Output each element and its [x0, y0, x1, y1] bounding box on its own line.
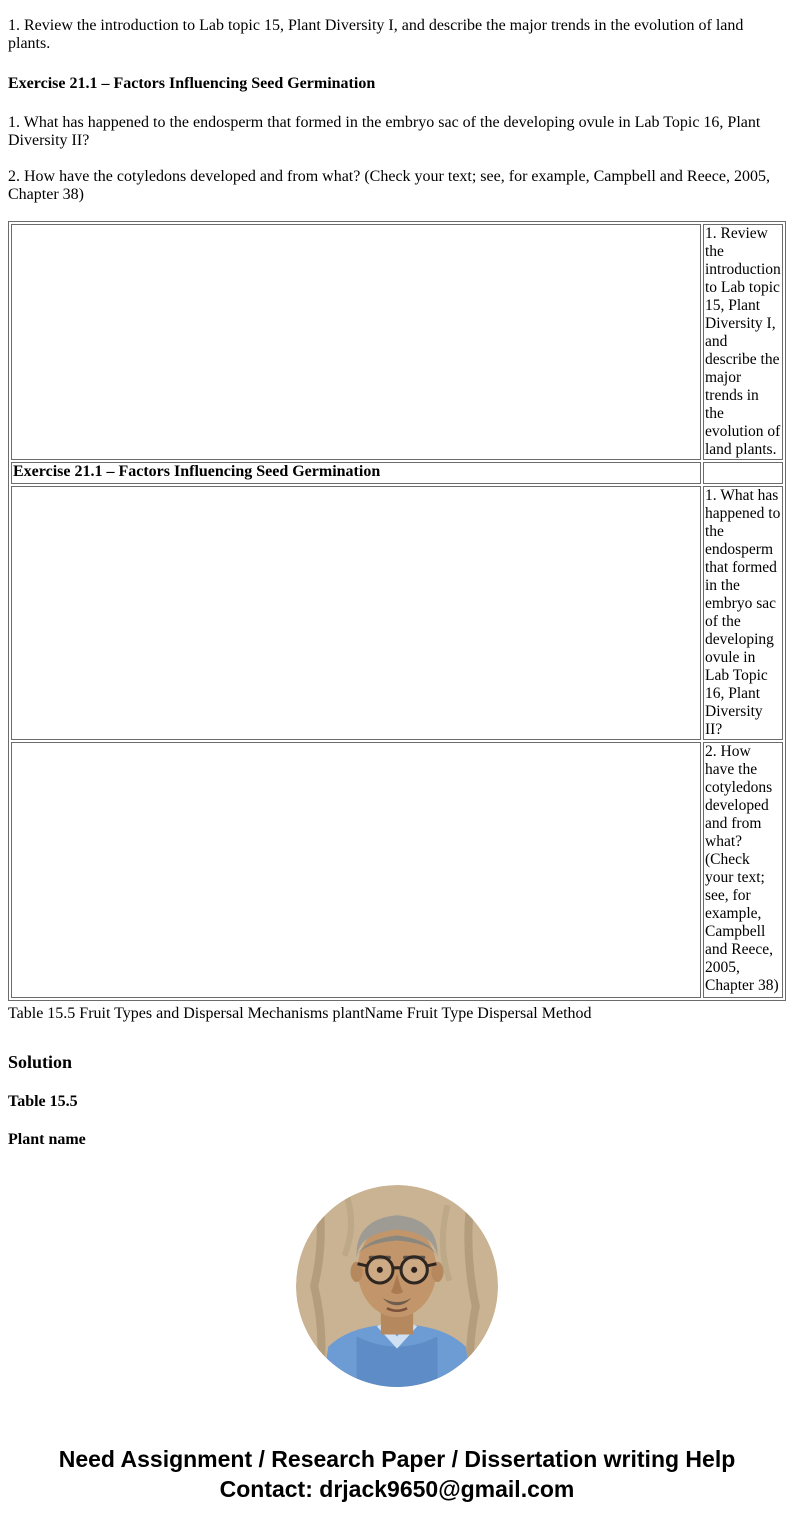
help-text: Need Assignment / Research Paper / Dissertation writing Help — [58, 1445, 736, 1472]
document-page — [0, 17, 794, 1504]
intro-paragraph-1: 1. Review the introduction to Lab topic 15, Plant Diversity I, and describe the major trends in the evolution of land plants. — [8, 17, 744, 53]
table-row — [11, 224, 783, 460]
exercise-title-cell: Exercise 21.1 – Factors Influencing Seed Germination — [11, 462, 701, 484]
avatar-container — [8, 1185, 786, 1392]
table-label: Table 15.5 — [8, 1092, 78, 1110]
footer-help-block — [8, 1444, 786, 1504]
table-row — [11, 486, 783, 740]
question-cell — [703, 462, 783, 484]
question-cell: 1. What has happened to the endosperm that formed in the embryo sac of the developing ovule in Lab Topic 16, Plant Diversity II? — [703, 486, 783, 740]
question-cell: 2. How have the cotyledons developed and from what? (Check your text; see, for example, Campbell and Reece, 2005, Chapter 38) — [703, 742, 783, 998]
answer-cell — [11, 224, 701, 460]
table-caption: Table 15.5 Fruit Types and Dispersal Mechanisms plantName Fruit Type Dispersal Method — [8, 1005, 592, 1023]
worksheet-table — [8, 221, 786, 1001]
question-cell: 1. Review the introduction to Lab topic 15, Plant Diversity I, and describe the major trends in the evolution of land plants. — [703, 224, 783, 460]
intro-paragraph-3: 2. How have the cotyledons developed and from what? (Check your text; see, for example, Campbell and Reece, 2005, Chapter 38) — [8, 167, 770, 203]
plant-name-label: Plant name — [8, 1130, 86, 1148]
contact-email-text: Contact: drjack9650@gmail.com — [219, 1475, 575, 1502]
solution-heading: Solution — [8, 1051, 73, 1072]
intro-paragraph-2: 1. What has happened to the endosperm that formed in the embryo sac of the developing ovule in Lab Topic 16, Plant Diversity II? — [8, 113, 761, 150]
person-photo — [296, 1185, 498, 1387]
answer-cell — [11, 742, 701, 998]
table-row — [11, 742, 783, 998]
table-row — [11, 462, 783, 484]
answer-cell — [11, 486, 701, 740]
exercise-heading: Exercise 21.1 – Factors Influencing Seed Germination — [8, 74, 376, 92]
person-photo-graphic — [296, 1185, 498, 1387]
